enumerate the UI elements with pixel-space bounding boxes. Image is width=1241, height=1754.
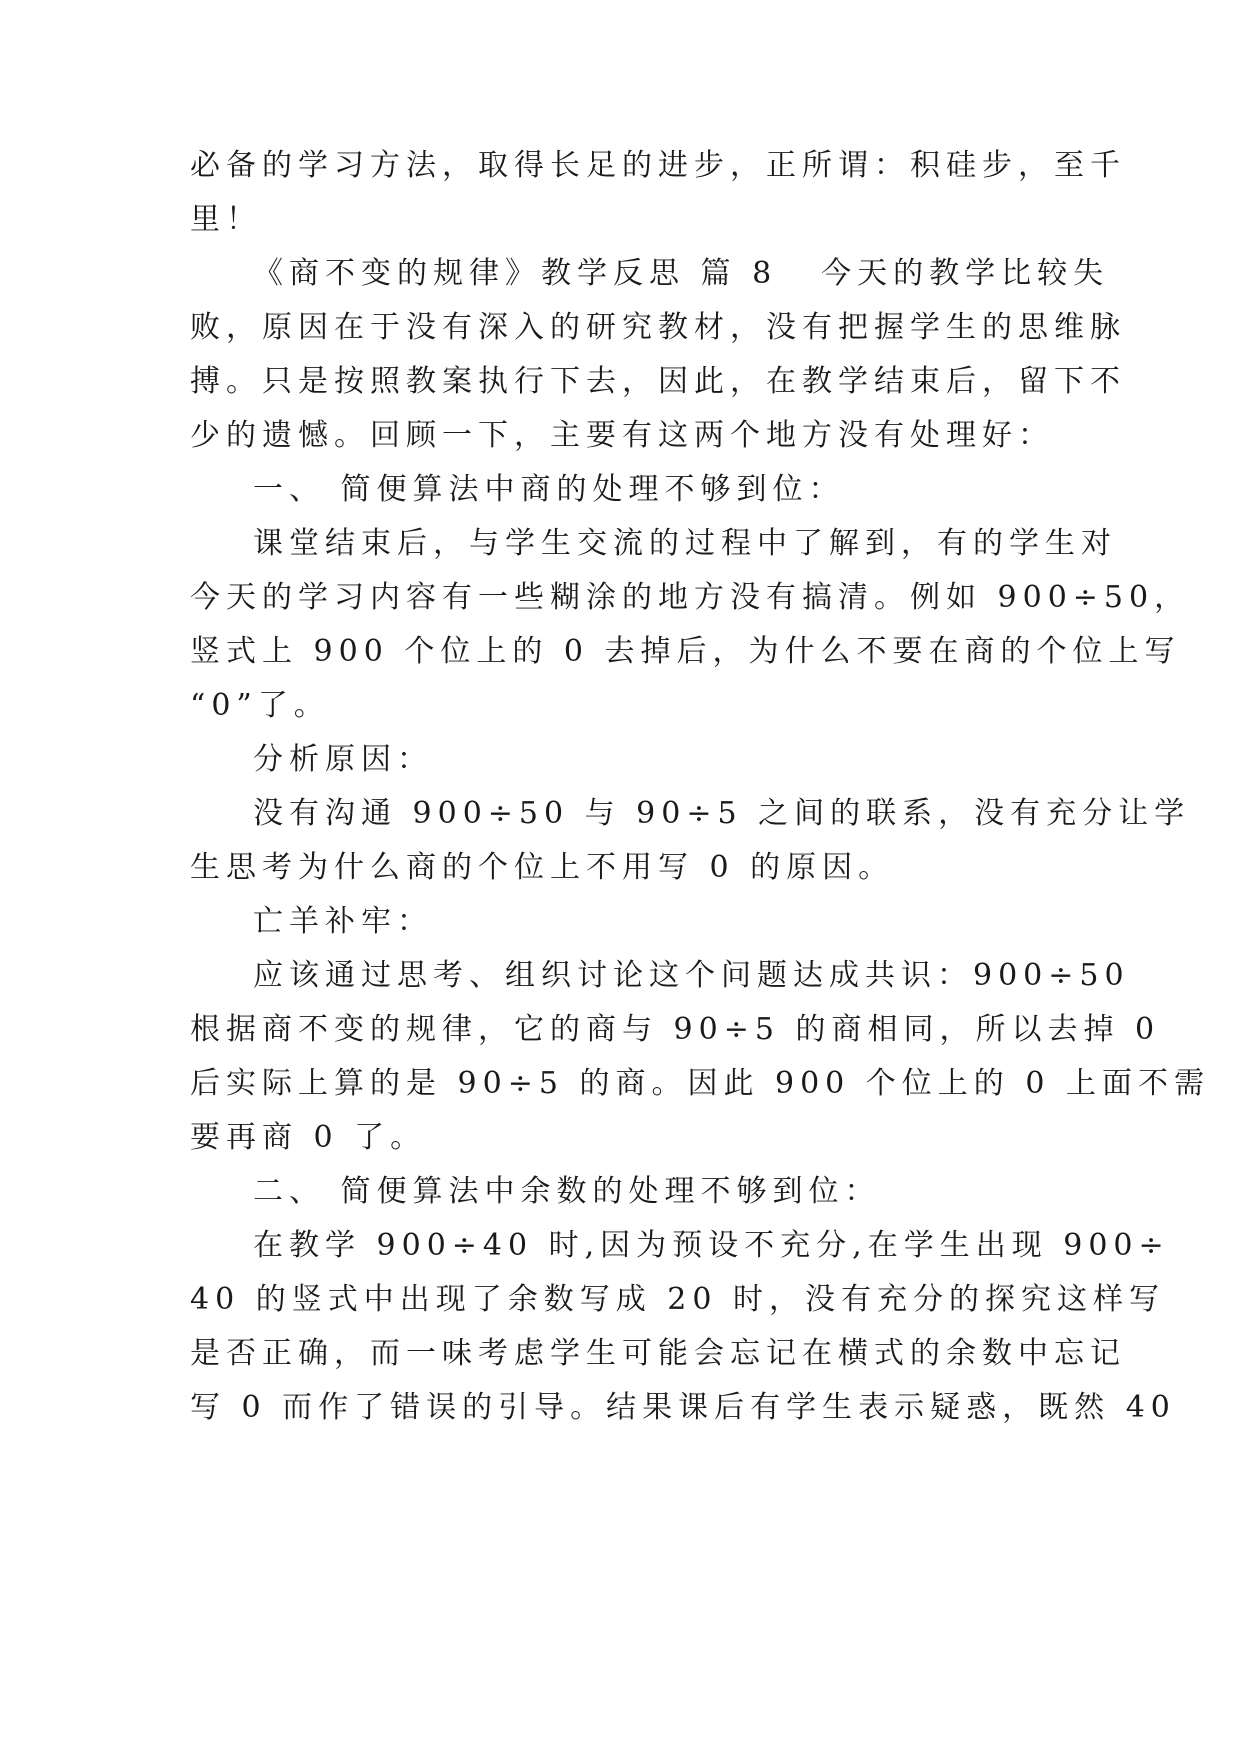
text-line: 必备的学习方法，取得长足的进步，正所谓：积硅步，至千	[190, 148, 1126, 183]
section-title: 《商不变的规律》教学反思 篇 8	[253, 256, 778, 291]
text-line: 今天的学习内容有一些糊涂的地方没有搞清。例如 900÷50，	[190, 580, 1191, 615]
text-line: 要再商 0 了。	[190, 1120, 427, 1155]
text-line: 没有沟通 900÷50 与 90÷5 之间的联系，没有充分让学	[253, 796, 1191, 831]
text-line: 应该通过思考、组织讨论这个问题达成共识：900÷50	[253, 958, 1130, 993]
text-line: 写 0 而作了错误的引导。结果课后有学生表示疑惑，既然 40	[190, 1390, 1176, 1425]
text-line: 后实际上算的是 90÷5 的商。因此 900 个位上的 0 上面不需	[190, 1066, 1210, 1101]
remedy-label: 亡羊补牢：	[253, 904, 433, 939]
text-line: 40 的竖式中出现了余数写成 20 时，没有充分的探究这样写	[190, 1282, 1165, 1317]
paragraph-heading-line	[253, 254, 1109, 294]
text-line: 竖式上 900 个位上的 0 去掉后，为什么不要在商的个位上写	[190, 634, 1181, 669]
analysis-label: 分析原因：	[253, 742, 433, 777]
text-line: 生思考为什么商的个位上不用写 0 的原因。	[190, 850, 895, 885]
subheading-two: 二、 简便算法中余数的处理不够到位：	[253, 1174, 881, 1209]
text-line: 里！	[190, 202, 262, 237]
text-line: “0”了。	[190, 688, 330, 723]
text-line: 今天的教学比较失	[821, 256, 1110, 291]
text-line: 是否正确，而一味考虑学生可能会忘记在横式的余数中忘记	[190, 1336, 1126, 1371]
subheading-one: 一、 简便算法中商的处理不够到位：	[253, 472, 845, 507]
text-line: 搏。只是按照教案执行下去，因此，在教学结束后，留下不	[190, 364, 1126, 399]
text-line: 少的遗憾。回顾一下，主要有这两个地方没有处理好：	[190, 418, 1054, 453]
text-line: 课堂结束后，与学生交流的过程中了解到，有的学生对	[253, 526, 1117, 561]
text-line: 根据商不变的规律，它的商与 90÷5 的商相同，所以去掉 0	[190, 1012, 1161, 1047]
text-line: 败，原因在于没有深入的研究教材，没有把握学生的思维脉	[190, 310, 1126, 345]
text-line: 在教学 900÷40 时,因为预设不充分,在学生出现 900÷	[253, 1228, 1170, 1263]
